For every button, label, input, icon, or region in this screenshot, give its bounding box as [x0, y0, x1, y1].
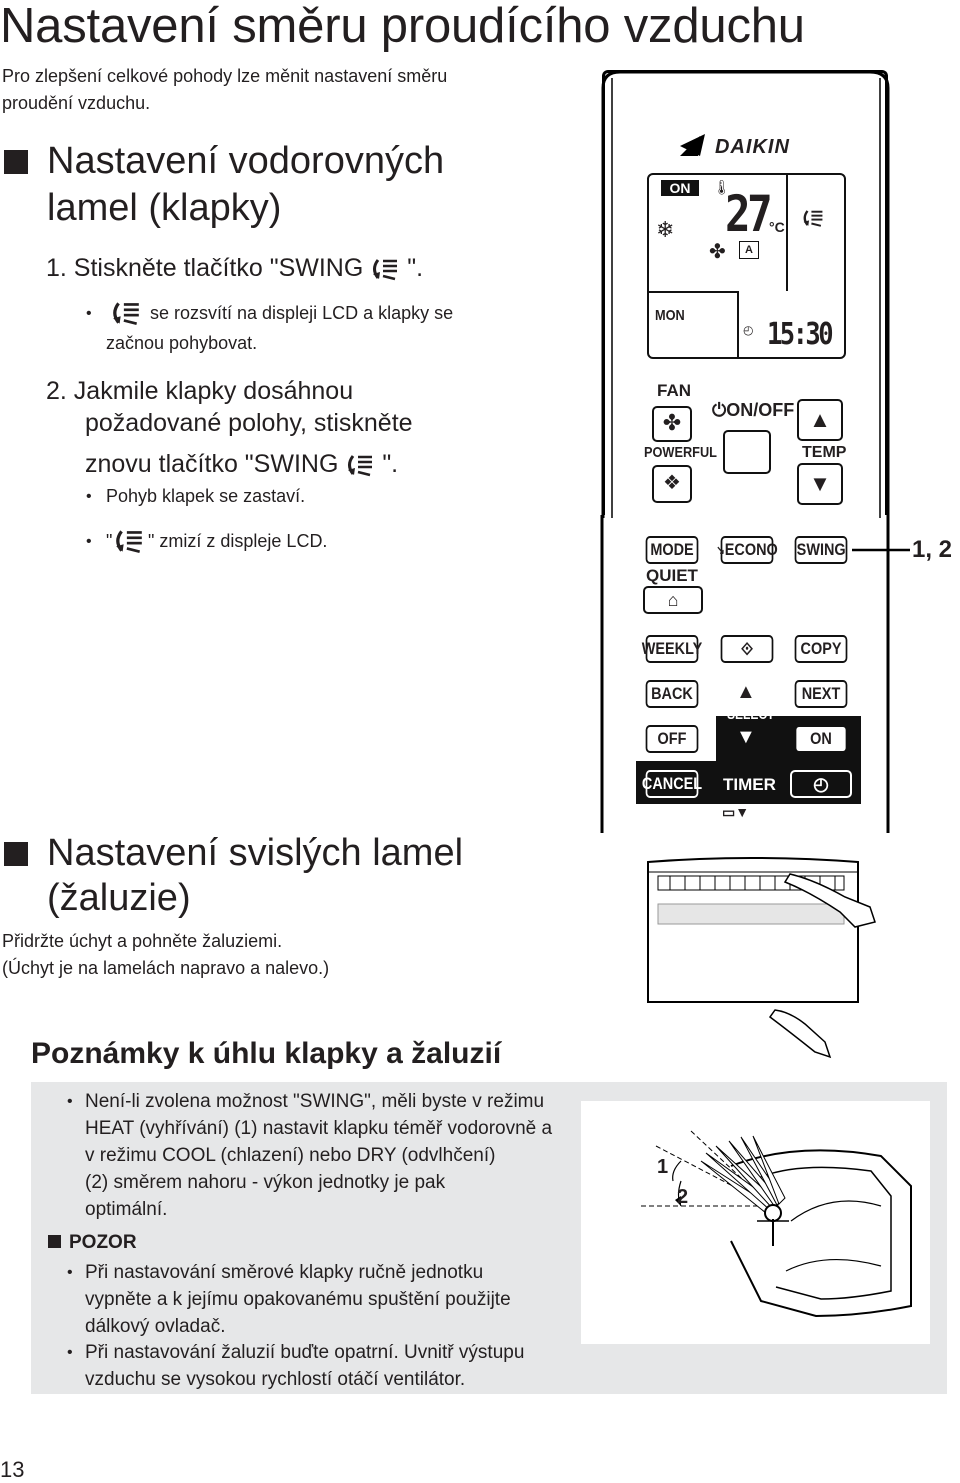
quiet-label: QUIET — [646, 566, 698, 586]
notes-heading: Poznámky k úhlu klapky a žaluzií — [31, 1037, 501, 1071]
lcd-swing-icon — [801, 207, 825, 229]
flap-angle-diagram — [581, 1101, 930, 1344]
next-button[interactable]: NEXT — [795, 680, 848, 708]
section-bullet-icon — [4, 150, 28, 174]
callout-line — [852, 538, 912, 562]
power-icon: ⏻ — [712, 400, 726, 420]
mode-button[interactable]: MODE — [646, 536, 699, 564]
diagram-label-1: 1 — [657, 1156, 668, 1179]
lcd-auto-icon: A — [739, 241, 759, 259]
swing-icon — [110, 298, 142, 328]
step-2: 2. Jakmile klapky dosáhnou požadované polohy, stiskněte znovu tlačítko "SWING ". — [46, 375, 413, 480]
caution-bullet-icon — [48, 1235, 61, 1248]
onoff-button[interactable] — [723, 430, 771, 474]
snowflake-icon: ❄ — [656, 217, 674, 243]
weekly-button[interactable]: WEEKLY — [646, 635, 699, 663]
down-arrow-icon: ▼ — [736, 726, 756, 748]
lcd-temperature: 27 — [725, 185, 769, 243]
page-number: 13 — [0, 1457, 24, 1483]
fan-label: FAN — [657, 381, 691, 401]
up-arrow-icon: ▲ — [736, 681, 756, 703]
program-icon: ⟐ — [741, 639, 753, 660]
onoff-label: ⏻ON/OFF — [712, 400, 794, 421]
back-button[interactable]: BACK — [646, 680, 699, 708]
step-1: 1. Stiskněte tlačítko "SWING ". — [46, 252, 423, 284]
program-button[interactable] — [721, 635, 774, 663]
temp-down-button[interactable] — [797, 463, 843, 505]
off-button[interactable]: OFF — [646, 725, 699, 753]
brand-logo: DAIKIN — [715, 136, 790, 159]
quiet-button[interactable] — [643, 586, 703, 614]
select-up-button[interactable] — [736, 681, 756, 704]
intro-text: Pro zlepšení celkové pohody lze měnit nastavení směru proudění vzduchu. — [2, 63, 522, 117]
timer-label: TIMER — [723, 775, 776, 795]
unit-louver-illustration — [640, 852, 880, 1062]
battery-icon: ▭▼ — [722, 804, 749, 821]
econo-icon: ↘ — [716, 543, 725, 557]
lcd-fan-icon: ✤ — [709, 239, 726, 264]
swing-icon — [113, 526, 145, 556]
lcd-day: MON — [655, 307, 685, 324]
fan-button[interactable] — [652, 406, 692, 442]
caution-heading: POZOR — [48, 1232, 137, 1254]
swing-icon — [345, 451, 375, 479]
lcd-on-indicator: ON — [661, 180, 699, 196]
swing-button[interactable]: SWING — [795, 536, 848, 564]
copy-button[interactable]: COPY — [795, 635, 848, 663]
clock-icon: ◴ — [813, 774, 829, 795]
lcd-time: 15:30 — [767, 317, 831, 352]
callout-label: 1, 2 — [912, 536, 952, 564]
down-arrow-icon: ▼ — [809, 471, 831, 496]
quiet-house-icon: ⌂ — [668, 590, 679, 610]
select-down-button[interactable] — [736, 726, 756, 749]
vertical-louver-instruction: Přidržte úchyt a pohněte žaluziemi. (Úchyt je na lamelách napravo a nalevo.) — [2, 928, 329, 982]
lcd-clock-icon: ◴ — [743, 323, 753, 337]
temp-label: TEMP — [802, 444, 846, 462]
powerful-icon: ❖ — [663, 472, 681, 494]
thermometer-icon: 🌡 — [713, 179, 731, 196]
lcd-display — [647, 173, 846, 359]
cancel-button[interactable]: CANCEL — [646, 770, 699, 798]
diagram-label-2: 2 — [677, 1186, 688, 1209]
fan-icon: ✤ — [663, 410, 681, 435]
powerful-label: POWERFUL — [644, 444, 717, 461]
temp-up-button[interactable] — [797, 399, 843, 441]
select-label: SELECT — [727, 706, 774, 723]
powerful-button[interactable] — [652, 465, 692, 503]
up-arrow-icon: ▲ — [809, 407, 831, 432]
lcd-temp-unit: °C — [769, 219, 785, 235]
on-button[interactable]: ON — [795, 725, 848, 753]
clock-button[interactable] — [790, 770, 852, 798]
econo-button[interactable]: ↘ ECONO — [721, 536, 774, 564]
page-title: Nastavení směru proudícího vzduchu — [0, 0, 805, 52]
swing-icon — [370, 255, 400, 283]
section-bullet-icon — [4, 842, 28, 866]
